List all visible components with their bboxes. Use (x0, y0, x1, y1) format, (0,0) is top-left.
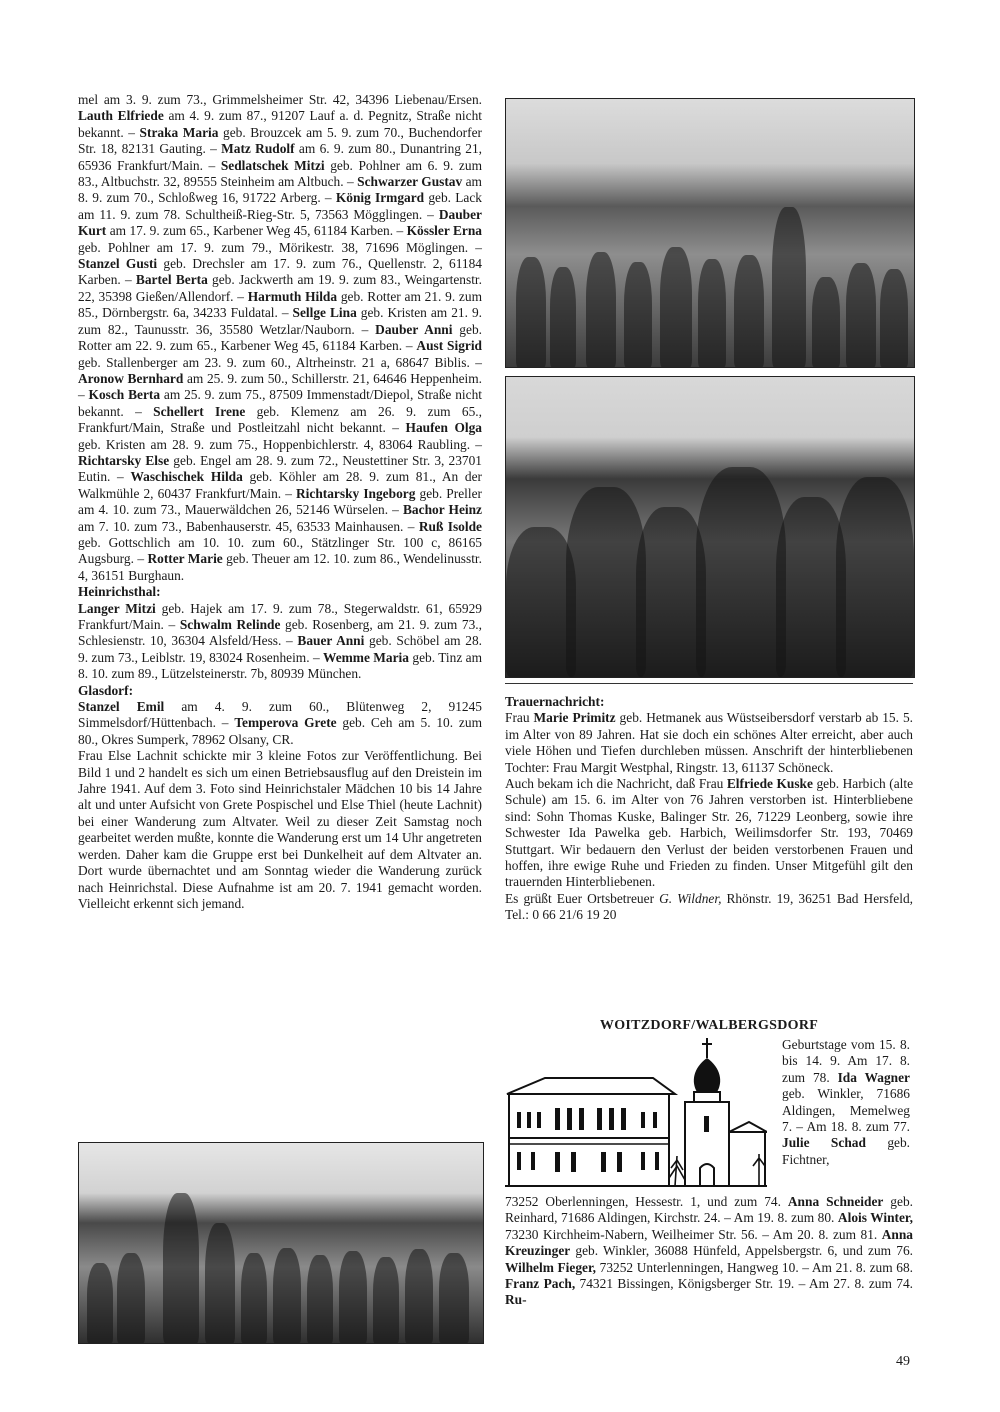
obituary-heading: Trauernachricht: (505, 694, 605, 709)
person-name: Marie Primitz (533, 710, 616, 726)
person-name: Haufen Olga (405, 420, 482, 436)
person-name: Temperova Grete (234, 715, 337, 731)
person-name: Stanzel Emil (78, 699, 165, 715)
right-text-column (505, 694, 913, 924)
glasdorf-heading: Glasdorf: (78, 682, 134, 698)
person-name: Stanzel Gusti (78, 256, 158, 272)
person-name: Anna Schneider (787, 1194, 884, 1209)
group-photo-excursion-1 (505, 98, 915, 368)
person-name: Lauth Elfriede (78, 108, 164, 124)
section-title: WOITZDORF/WALBERGSDORF (599, 1018, 819, 1033)
person-name: Schellert Irene (153, 403, 246, 419)
person-name: Wemme Maria (323, 649, 409, 665)
person-name: Langer Mitzi (78, 600, 156, 616)
person-name: Anna Kreuzinger (505, 1226, 913, 1259)
village-church-illustration (505, 1036, 767, 1190)
group-photo-excursion-2 (78, 1142, 484, 1344)
obituary-paragraph-2: Auch bekam ich die Nachricht, daß Frau Elfriede Kuske geb. Harbich (alte Schule) am 15. 6. im Alter von 76 Jahren verstorben ist. Hinterbliebene sind: Sohn Thomas Kuske, Balinger Str. 26, 71229 Leonberg, sowie ihre Schwester Ida Pawelka geb. Harbich, Weilimsdorfer Str. 193, 70469 Stuttgart. Wir bedauern den Verlust der beiden verstorbenen Frauen und hoffen, ihre ewige Ruhe und Frieden zu finden. Unser Mitgefühl gilt den trauernden Hinterbliebenen. (505, 776, 914, 890)
person-name: Aust Sigrid (416, 338, 482, 354)
person-name: Elfriede Kuske (726, 776, 813, 792)
heinrichsthal-list: Langer Mitzi geb. Hajek am 17. 9. zum 78., Stegerwaldstr. 61, 65929 Frankfurt/Main. – Schwalm Relinde geb. Rosenberg, am 21. 9. zum 73., Schlesienstr. 10, 36304 Alsfeld/Hess. – Bauer Anni geb. Schöbel am 28. 9. zum 73., Leiblstr. 19, 83024 Rosenheim. – Wemme Maria geb. Tinz am 8. 10. zum 89., Lützelsteinerstr. 7b, 80939 München. (78, 600, 483, 682)
person-name: Bachor Heinz (403, 502, 482, 518)
person-name: Waschischek Hilda (130, 469, 243, 485)
person-name: Bartel Berta (135, 272, 208, 288)
glasdorf-list: Stanzel Emil am 4. 9. zum 60., Blütenweg 2, 91245 Simmelsdorf/Hüttenbach. – Temperova Grete geb. Ceh am 5. 10. zum 80., Okres Sumperk, 78962 Olsany, CR. (78, 699, 483, 747)
person-name: Alois Winter, (837, 1210, 913, 1226)
person-name: Ida Wagner (837, 1069, 910, 1085)
person-name: Aronow Bernhard (78, 370, 184, 386)
person-name: König Irmgard (335, 190, 425, 206)
person-name: Straka Maria (139, 124, 219, 140)
birthday-intro-text: Geburtstage vom 15. 8. bis 14. 9. Am 17. 8. zum 78. Ida Wagner geb. Winkler, 71686 Aldingen, Memelweg 7. – Am 18. 8. zum 77. Julie Schad geb. Fichtner, (782, 1037, 911, 1167)
birthday-list-1: mel am 3. 9. zum 73., Grimmelsheimer Str. 42, 34396 Liebenau/Ersen. Lauth Elfriede am 4. 9. zum 87., 91207 Lauf a. d. Pegnitz, Straße nicht bekannt. – Straka Maria geb. Brouzcek am 5. 9. zum 70., Buchendorfer Str. 18, 82131 Gauting. – Matz Rudolf am 6. 9. zum 80., Dunantring 21, 65936 Frankfurt/Main. – Sedlatschek Mitzi geb. Pohlner am 6. 9. zum 83., Altbuchstr. 32, 89555 Steinheim am Altbuch. – Schwarzer Gustav am 8. 9. zum 70., Schloßweg 16, 91722 Arberg. – König Irmgard geb. Lack am 11. 9. zum 78. Schultheiß-Rieg-Str. 5, 73563 Mögglingen. – Dauber Kurt am 17. 9. zum 65., Karbener Weg 45, 61184 Karben. – Kössler Erna geb. Pohlner am 17. 9. zum 79., Mörikestr. 38, 71696 Möglingen. – Stanzel Gusti geb. Drechsler am 17. 9. zum 76., Quellenstr. 2, 61184 Karben. – Bartel Berta geb. Jackwerth am 19. 9. zum 83., Weingartenstr. 22, 35398 Gießen/Allendorf. – Harmuth Hilda geb. Rotter am 21. 9. zum 85., Dörnbergstr. 6a, 34233 Fuldatal. – Sellge Lina geb. Kristen am 21. 9. zum 82., Taunusstr. 36, 35580 Wetzlar/Nauborn. – Dauber Anni geb. Rotter am 22. 9. zum 65., Karbener Weg 45, 61184 Karben. – Aust Sigrid geb. Stallenberger am 23. 9. zum 60., Altrheinstr. 21 a, 68647 Biblis. – Aronow Bernhard am 25. 9. zum 50., Schillerstr. 21, 64646 Heppenheim. – Kosch Berta am 25. 9. zum 75., 87509 Immenstadt/Diepol, Straße nicht bekannt. – Schellert Irene geb. Klemenz am 26. 9. zum 65., Frankfurt/Main, Straße und Postleitzahl nicht bekannt. – Haufen Olga geb. Kristen am 28. 9. zum 75., Hoppenbichlerstr. 4, 83064 Raubling. – Richtarsky Else geb. Engel am 28. 9. zum 72., Neustettiner Str. 3, 23701 Eutin. – Waschischek Hilda geb. Köhler am 28. 9. zum 81., An der Walkmühle 2, 60437 Frankfurt/Main. – Richtarsky Ingeborg geb. Preller am 4. 10. zum 73., Mauerwäldchen 26, 52146 Würselen. – Bachor Heinz am 7. 10. zum 73., Babenhauserstr. 45, 63533 Mainhausen. – Ruß Isolde geb. Gottschlich am 10. 10. zum 60., Stätzlinger Str. 100 c, 86165 Augsburg. – Rotter Marie geb. Theuer am 12. 10. zum 86., Wendelinusstr. 4, 36151 Burghaun. (78, 92, 483, 583)
greeting-paragraph: Es grüßt Euer Ortsbetreuer G. Wildner, Rhönstr. 19, 36251 Bad Hersfeld, Tel.: 0 66 21/6 19 20 (505, 890, 913, 923)
photo-note: Frau Else Lachnit schickte mir 3 kleine Fotos zur Veröffentlichung. Bei Bild 1 und 2 handelt es sich um einen Betriebsausflug auf den Dreistein im Jahre 1941. Auf dem 3. Foto sind Heinrichstaler Mädchen 10 bis 14 Jahre alt und unter Aufsicht von Grete Pospischel und Else Thiel (heute Lachnit) bei einer Wanderung zum Altvater. Weil zu dieser Zeit Samstag noch gearbeitet werden mußte, konnte die Wanderung erst um 14 Uhr angetreten werden. Daher kam die Gruppe erst bei Dunkelheit auf dem Altvater an. Dort wurde übernachtet und am Sonntag wieder die Wanderung zurück nach Heinrichstal. Diese Aufnahme ist am 20. 7. 1941 gemacht worden. Vielleicht erkennt sich jemand. (78, 748, 482, 911)
person-name: Schwarzer Gustav (357, 174, 463, 190)
italic-name: G. Wildner, (659, 890, 722, 906)
heinrichsthal-heading: Heinrichsthal: (78, 584, 161, 600)
person-name: Matz Rudolf (221, 141, 295, 157)
person-name: Franz Pach, (505, 1276, 576, 1292)
person-name: Bauer Anni (297, 633, 365, 649)
person-name: Richtarsky Ingeborg (296, 485, 416, 501)
page-number: 49 (896, 1354, 910, 1369)
person-name: Kosch Berta (88, 387, 161, 403)
person-name: Kössler Erna (406, 223, 482, 239)
person-name: Sellge Lina (292, 305, 357, 321)
group-photo-girls-hike (505, 376, 915, 678)
divider-rule (505, 683, 913, 684)
person-name: Dauber Kurt (78, 206, 482, 239)
person-name: Rotter Marie (147, 551, 223, 567)
person-name: Ru- (505, 1292, 527, 1308)
person-name: Julie Schad (782, 1135, 866, 1151)
person-name: Schwalm Relinde (179, 617, 281, 632)
person-name: Ruß Isolde (418, 518, 482, 534)
birthday-list-woitzdorf: 73252 Oberlenningen, Hessestr. 1, und zum 74. Anna Schneider geb. Reinhard, 71686 Aldingen, Kirchstr. 24. – Am 19. 8. zum 80. Alois Winter, 73230 Kirchheim-Nabern, Weilheimer Str. 56. – Am 20. 8. zum 81. Anna Kreuzinger geb. Winkler, 36088 Hünfeld, Appelsbergstr. 6, und zum 76. Wilhelm Fieger, 73252 Unterlenningen, Hangweg 10. – Am 21. 8. zum 68. Franz Pach, 74321 Bissingen, Königsberger Str. 19. – Am 27. 8. zum 74. Ru- (505, 1194, 914, 1308)
person-name: Harmuth Hilda (247, 288, 338, 304)
obituary-paragraph-1: Frau Marie Primitz geb. Hetmanek aus Wüstseibersdorf verstarb ab 15. 5. im Alter von 89 Jahren. Hat sie doch ein schönes Alter erreicht, aber auch viele Höhen und Tiefen durchleben müssen. Anschrift der hinterbliebenen Tochter: Frau Margit Westphal, Ringstr. 13, 61137 Schöneck. (505, 710, 913, 775)
person-name: Wilhelm Fieger, (505, 1259, 597, 1275)
person-name: Richtarsky Else (78, 452, 170, 468)
person-name: Sedlatschek Mitzi (220, 157, 325, 173)
person-name: Dauber Anni (375, 321, 453, 337)
left-text-column (78, 92, 482, 912)
